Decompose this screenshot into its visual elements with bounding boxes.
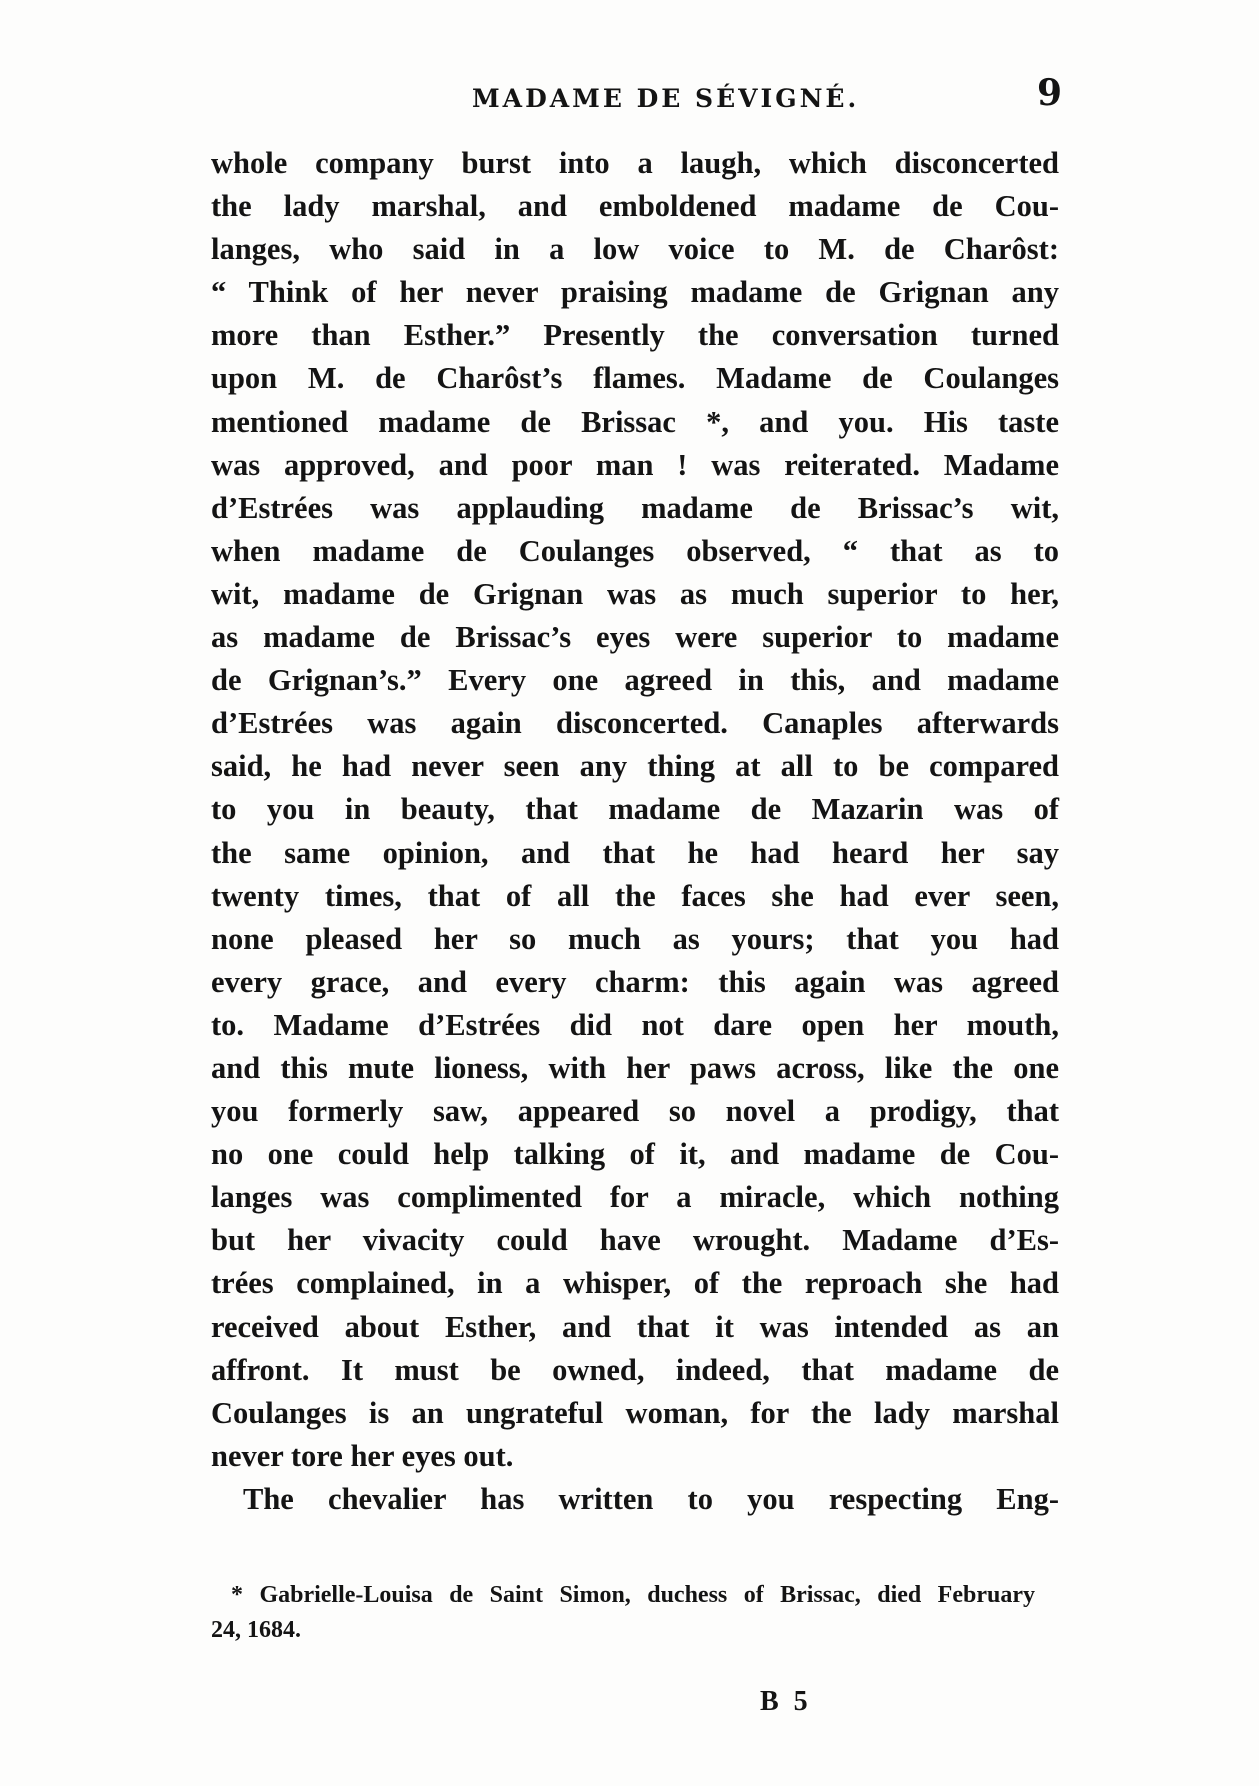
running-title: MADAME DE SÉVIGNÉ. (472, 84, 860, 113)
body-line: none pleased her so much as yours; that you had (211, 921, 1059, 956)
body-line: the lady marshal, and emboldened madame de Cou- (211, 189, 1059, 224)
body-line: and this mute lioness, with her paws across, like the one (211, 1050, 1059, 1085)
body-line: no one could help talking of it, and madame de Cou- (211, 1137, 1059, 1172)
body-line: twenty times, that of all the faces she had ever seen, (211, 878, 1059, 913)
body-line: d’Estrées was again disconcerted. Canaples afterwards (211, 706, 1059, 741)
footnote (211, 1578, 1035, 1648)
body-line: Coulanges is an ungrateful woman, for the lady marshal (211, 1395, 1059, 1430)
body-line: langes, who said in a low voice to M. de Charôst: (211, 232, 1059, 267)
body-line: the same opinion, and that he had heard her say (211, 835, 1059, 870)
body-line: as madame de Brissac’s eyes were superior to madame (211, 620, 1059, 655)
body-line: to. Madame d’Estrées did not dare open her mouth, (211, 1007, 1059, 1042)
page-number: 9 (1037, 72, 1063, 114)
body-line: The chevalier has written to you respecting Eng- (243, 1481, 1059, 1516)
body-line: langes was complimented for a miracle, which nothing (211, 1180, 1059, 1215)
body-line: you formerly saw, appeared so novel a prodigy, that (211, 1094, 1059, 1129)
body-line: upon M. de Charôst’s flames. Madame de Coulanges (211, 361, 1059, 396)
body-line: d’Estrées was applauding madame de Brissac’s wit, (211, 490, 1059, 525)
body-line: but her vivacity could have wrought. Madame d’Es- (211, 1223, 1059, 1258)
footnote-line: * Gabrielle-Louisa de Saint Simon, duchess of Brissac, died February (231, 1582, 1035, 1608)
body-line: never tore her eyes out. (211, 1438, 514, 1473)
body-line: received about Esther, and that it was intended as an (211, 1309, 1059, 1344)
body-line: said, he had never seen any thing at all to be compared (211, 749, 1059, 784)
body-line: “ Think of her never praising madame de Grignan any (211, 275, 1059, 310)
body-line: affront. It must be owned, indeed, that madame de (211, 1352, 1059, 1387)
body-line: to you in beauty, that madame de Mazarin was of (211, 792, 1059, 827)
signature-mark: B 5 (760, 1686, 812, 1717)
body-line: was approved, and poor man ! was reiterated. Madame (211, 447, 1059, 482)
body-line: whole company burst into a laugh, which disconcerted (211, 146, 1059, 180)
body-line: wit, madame de Grignan was as much superior to her, (211, 576, 1059, 611)
body-line: de Grignan’s.” Every one agreed in this, and madame (211, 663, 1059, 698)
body-line: trées complained, in a whisper, of the reproach she had (211, 1266, 1059, 1301)
body-line: when madame de Coulanges observed, “ that as to (211, 533, 1059, 568)
body-line: every grace, and every charm: this again was agreed (211, 964, 1059, 999)
body-text (211, 142, 1059, 1521)
footnote-line: 24, 1684. (211, 1617, 301, 1643)
body-line: mentioned madame de Brissac *, and you. His taste (211, 404, 1059, 439)
body-line: more than Esther.” Presently the conversation turned (211, 318, 1059, 353)
